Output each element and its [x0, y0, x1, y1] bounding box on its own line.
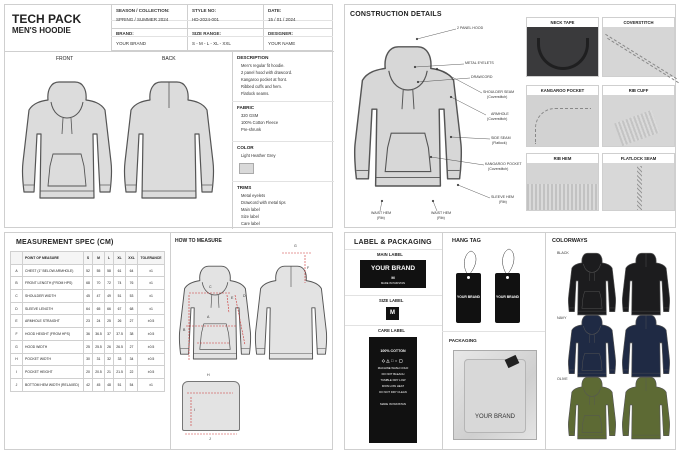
table-cell: 36	[83, 328, 92, 341]
care-label	[369, 337, 417, 443]
main-label-brand: YOUR BRAND	[370, 265, 416, 272]
table-cell: 38	[126, 328, 138, 341]
designer-value: YOUR NAME	[268, 41, 296, 46]
table-cell: 68	[83, 277, 92, 290]
hang-tag-title: HANG TAG	[452, 238, 481, 244]
colorways-title: COLORWAYS	[552, 238, 588, 244]
detail-label: RIB CUFF	[603, 86, 674, 95]
measure-letter: J	[209, 437, 211, 441]
colorway-black-back	[619, 249, 673, 317]
table-cell: ±0.5	[138, 353, 165, 366]
how-to-measure-title: HOW TO MEASURE	[175, 238, 222, 244]
colorway-olive-back	[619, 373, 673, 441]
trims-item: Metal eyelets	[241, 193, 266, 198]
care-line: MADE IN PAKISTAN	[380, 402, 406, 406]
detail-coverstitch	[602, 17, 675, 77]
colorway-black-front	[565, 249, 619, 317]
main-label-note: MADE IN PAKISTAN	[381, 282, 405, 285]
row-letter: G	[11, 340, 23, 353]
table-cell: 20	[83, 366, 92, 379]
table-cell: ±1	[138, 264, 165, 277]
brand-label: BRAND:	[116, 31, 134, 36]
col-header: M	[93, 252, 105, 265]
row-letter: C	[11, 290, 23, 303]
point-of-measure: SHOULDER WIDTH	[23, 290, 84, 303]
care-symbols: ◇△□○▢	[381, 358, 405, 363]
size-label-title: SIZE LABEL	[379, 298, 404, 303]
row-letter: A	[11, 264, 23, 277]
trims-item: Drawcord with metal tips	[241, 200, 286, 205]
row-letter: I	[11, 366, 23, 379]
front-view-label: FRONT	[56, 56, 74, 62]
packaging-title: PACKAGING	[449, 338, 477, 343]
detail-rib-hem	[526, 153, 599, 211]
point-of-measure: CHEST (1" BELOW ARMHOLE)	[23, 264, 84, 277]
callout: (Rib)	[377, 216, 385, 220]
table-cell: 30	[83, 353, 92, 366]
table-cell: 31	[93, 353, 105, 366]
measure-letter: F	[307, 266, 310, 270]
table-cell: 52	[83, 264, 92, 277]
point-of-measure: ARMHOLE STRAIGHT	[23, 315, 84, 328]
table-cell: 51	[114, 290, 126, 303]
style-label: STYLE NO:	[192, 8, 217, 13]
col-header: XXL	[126, 252, 138, 265]
callout: KANGAROO POCKET	[485, 162, 522, 166]
table-cell: 25	[83, 340, 92, 353]
table-cell: 37	[105, 328, 114, 341]
main-label-size: M	[391, 275, 395, 280]
detail-neck-tape	[526, 17, 599, 77]
care-line: 100% COTTON	[380, 349, 406, 353]
color-title: COLOR	[237, 145, 254, 150]
season-label: SEASON / COLLECTION:	[116, 8, 170, 13]
detail-rib-cuff	[602, 85, 675, 147]
hoodie-front-flat	[17, 63, 117, 213]
detail-label: COVERSTITCH	[603, 18, 674, 27]
table-cell: 66	[105, 302, 114, 315]
measure-letter: E	[231, 296, 234, 300]
measure-letter: B	[183, 328, 186, 332]
date-label: DATE:	[268, 8, 282, 13]
callout: DRAWCORD	[471, 75, 493, 79]
table-cell: ±0.5	[138, 366, 165, 379]
description-item: Men's regular fit hoodie.	[241, 63, 285, 68]
table-cell: 26	[114, 315, 126, 328]
callout: SHOULDER SEAM	[483, 90, 515, 94]
fabric-title: FABRIC	[237, 105, 255, 110]
table-cell: 45	[83, 290, 92, 303]
table-cell: 26.5	[114, 340, 126, 353]
size-range-label: SIZE RANGE:	[192, 31, 222, 36]
packaging-bag	[453, 350, 537, 440]
table-cell: 22	[126, 366, 138, 379]
point-of-measure: HOOD HEIGHT (FROM HPS)	[23, 328, 84, 341]
table-cell: 27	[126, 340, 138, 353]
care-line: DO NOT DRY CLEAN	[379, 390, 407, 394]
point-of-measure: POCKET HEIGHT	[23, 366, 84, 379]
table-cell: 76	[126, 277, 138, 290]
table-cell: 68	[126, 302, 138, 315]
care-line: DO NOT BLEACH	[381, 372, 405, 376]
table-cell: 34	[126, 353, 138, 366]
colorway-name: OLIVE	[557, 377, 568, 381]
table-cell: 51	[114, 378, 126, 391]
brand-value: YOUR BRAND	[116, 41, 147, 46]
color-swatch	[239, 163, 254, 174]
table-cell: 33	[114, 353, 126, 366]
description-item: Flatlock seams.	[241, 91, 270, 96]
care-line: TUMBLE DRY LOW	[380, 378, 406, 382]
colorway-name: NAVY	[557, 316, 567, 320]
size-range-value: S - M - L - XL - XXL	[192, 41, 231, 46]
measure-letter: G	[294, 244, 297, 248]
col-header: L	[105, 252, 114, 265]
callout: WAIST HEM	[371, 211, 392, 215]
detail-label: NECK TAPE	[527, 18, 598, 27]
table-cell: 70	[93, 277, 105, 290]
table-cell: 48	[105, 378, 114, 391]
style-value: HD-2024-001	[192, 17, 220, 22]
season-value: SPRING / SUMMER 2024	[116, 17, 169, 22]
hoodie-back-flat	[119, 63, 219, 213]
main-label-title: MAIN LABEL	[377, 252, 403, 257]
point-of-measure: SLEEVE LENGTH	[23, 302, 84, 315]
colorway-olive-front	[565, 373, 619, 441]
table-cell: ±0.5	[138, 340, 165, 353]
table-cell: 21.5	[114, 366, 126, 379]
table-cell: 27	[126, 315, 138, 328]
main-label	[360, 260, 426, 288]
row-letter: D	[11, 302, 23, 315]
hang-tag-front-brand: YOUR BRAND	[457, 295, 480, 299]
colorway-name: BLACK	[557, 251, 569, 255]
table-cell: 26	[105, 340, 114, 353]
measure-lines	[5, 233, 334, 451]
label-packaging-title: LABEL & PACKAGING	[354, 239, 432, 246]
callout: 2 PANEL HOOD	[457, 26, 484, 30]
hang-tag-back	[495, 273, 520, 323]
table-cell: 20.5	[93, 366, 105, 379]
table-cell: 58	[105, 264, 114, 277]
table-cell: 64	[126, 264, 138, 277]
label-packaging-panel	[344, 232, 676, 450]
point-of-measure: BOTTOM HEM WIDTH (RELAXED)	[23, 378, 84, 391]
fabric-item: Pre-shrunk	[241, 127, 262, 132]
description-item: 2 panel hood with drawcord.	[241, 70, 293, 75]
back-view-label: BACK	[162, 56, 176, 62]
callout: SIDE SEAM	[491, 136, 511, 140]
subtitle: MEN'S HOODIE	[12, 26, 71, 35]
callout: METAL EYELETS	[465, 61, 494, 65]
designer-label: DESIGNER:	[268, 31, 294, 36]
table-cell: 23	[83, 315, 92, 328]
table-cell: 25	[105, 315, 114, 328]
care-label-title: CARE LABEL	[378, 328, 405, 333]
callout: (Coverstitch)	[487, 117, 508, 121]
callout: ARMHOLE	[491, 112, 509, 116]
table-cell: ±0.5	[138, 328, 165, 341]
trims-item: Size label	[241, 214, 259, 219]
fabric-item: 100% Cotton Fleece	[241, 120, 279, 125]
table-cell: 37.5	[114, 328, 126, 341]
trims-item: Main label	[241, 207, 260, 212]
row-letter: J	[11, 378, 23, 391]
detail-label: RIB HEM	[527, 154, 598, 163]
care-line: MACHINE WASH COLD	[377, 366, 409, 370]
row-letter: F	[11, 328, 23, 341]
hang-tag-back-brand: YOUR BRAND	[496, 295, 519, 299]
description-item: Kangaroo pocket at front.	[241, 77, 287, 82]
col-header: XL	[114, 252, 126, 265]
point-of-measure: FRONT LENGTH (FROM HPS)	[23, 277, 84, 290]
callout: (Flatlock)	[492, 141, 507, 145]
table-cell: 21	[105, 366, 114, 379]
callout: (Coverstitch)	[487, 95, 508, 99]
color-item: Light Heather Grey	[241, 153, 276, 158]
trims-title: TRIMS	[237, 185, 252, 190]
table-cell: 47	[93, 290, 105, 303]
packaging-brand: YOUR BRAND	[474, 414, 515, 420]
table-cell: ±1	[138, 277, 165, 290]
measure-letter: A	[207, 315, 210, 319]
callout: WAIST HEM	[431, 211, 452, 215]
callout: SLEEVE HEM	[491, 195, 514, 199]
fabric-item: 320 GSM	[241, 113, 259, 118]
measure-letter: H	[207, 373, 210, 377]
detail-kangaroo-pocket	[526, 85, 599, 147]
table-cell: 36.5	[93, 328, 105, 341]
table-cell: 67	[114, 302, 126, 315]
measure-letter: D	[243, 294, 246, 298]
table-cell: 74	[114, 277, 126, 290]
table-cell: 65	[93, 302, 105, 315]
detail-label: FLATLOCK SEAM	[603, 154, 674, 163]
table-cell: ±0.5	[138, 315, 165, 328]
col-header: TOLERANCE	[138, 252, 165, 265]
table-cell: 24	[93, 315, 105, 328]
table-cell: ±1	[138, 378, 165, 391]
callout: (Rib)	[437, 216, 445, 220]
size-label: M	[386, 307, 399, 320]
title: TECH PACK	[12, 12, 82, 26]
measure-letter: C	[209, 285, 212, 289]
table-cell: 55	[93, 264, 105, 277]
callout-leaders	[345, 5, 525, 225]
table-cell: 64	[83, 302, 92, 315]
colorway-navy-front	[565, 311, 619, 379]
description-title: DESCRIPTION	[237, 55, 269, 60]
col-header: S	[83, 252, 92, 265]
date-value: 15 / 01 / 2024	[268, 17, 296, 22]
callout: (Rib)	[499, 200, 507, 204]
detail-label: KANGAROO POCKET	[527, 86, 598, 95]
colorway-navy-back	[619, 311, 673, 379]
trims-item: Care label	[241, 221, 260, 226]
table-cell: 42	[83, 378, 92, 391]
table-cell: 32	[105, 353, 114, 366]
table-cell: ±1	[138, 302, 165, 315]
table-cell: 72	[105, 277, 114, 290]
measurement-panel	[4, 232, 333, 450]
table-cell: 45	[93, 378, 105, 391]
table-cell: 53	[126, 290, 138, 303]
construction-panel	[344, 4, 676, 228]
care-line: IRON LOW HEAT	[381, 384, 405, 388]
detail-flatlock-seam	[602, 153, 675, 211]
row-letter: E	[11, 315, 23, 328]
hang-tag-front	[456, 273, 481, 323]
construction-title: CONSTRUCTION DETAILS	[350, 11, 442, 18]
row-letter: B	[11, 277, 23, 290]
measurement-title: MEASUREMENT SPEC (CM)	[16, 239, 114, 246]
table-cell: 49	[105, 290, 114, 303]
table-cell: 54	[126, 378, 138, 391]
table-cell: 25.5	[93, 340, 105, 353]
table-cell: 61	[114, 264, 126, 277]
description-item: Ribbed cuffs and hem.	[241, 84, 282, 89]
measure-letter: I	[194, 408, 195, 412]
table-cell: ±1	[138, 290, 165, 303]
point-of-measure: HOOD WIDTH	[23, 340, 84, 353]
tech-pack-panel	[4, 4, 333, 228]
col-header: POINT OF MEASURE	[23, 252, 84, 265]
point-of-measure: POCKET WIDTH	[23, 353, 84, 366]
callout: (Coverstitch)	[488, 167, 509, 171]
row-letter: H	[11, 353, 23, 366]
